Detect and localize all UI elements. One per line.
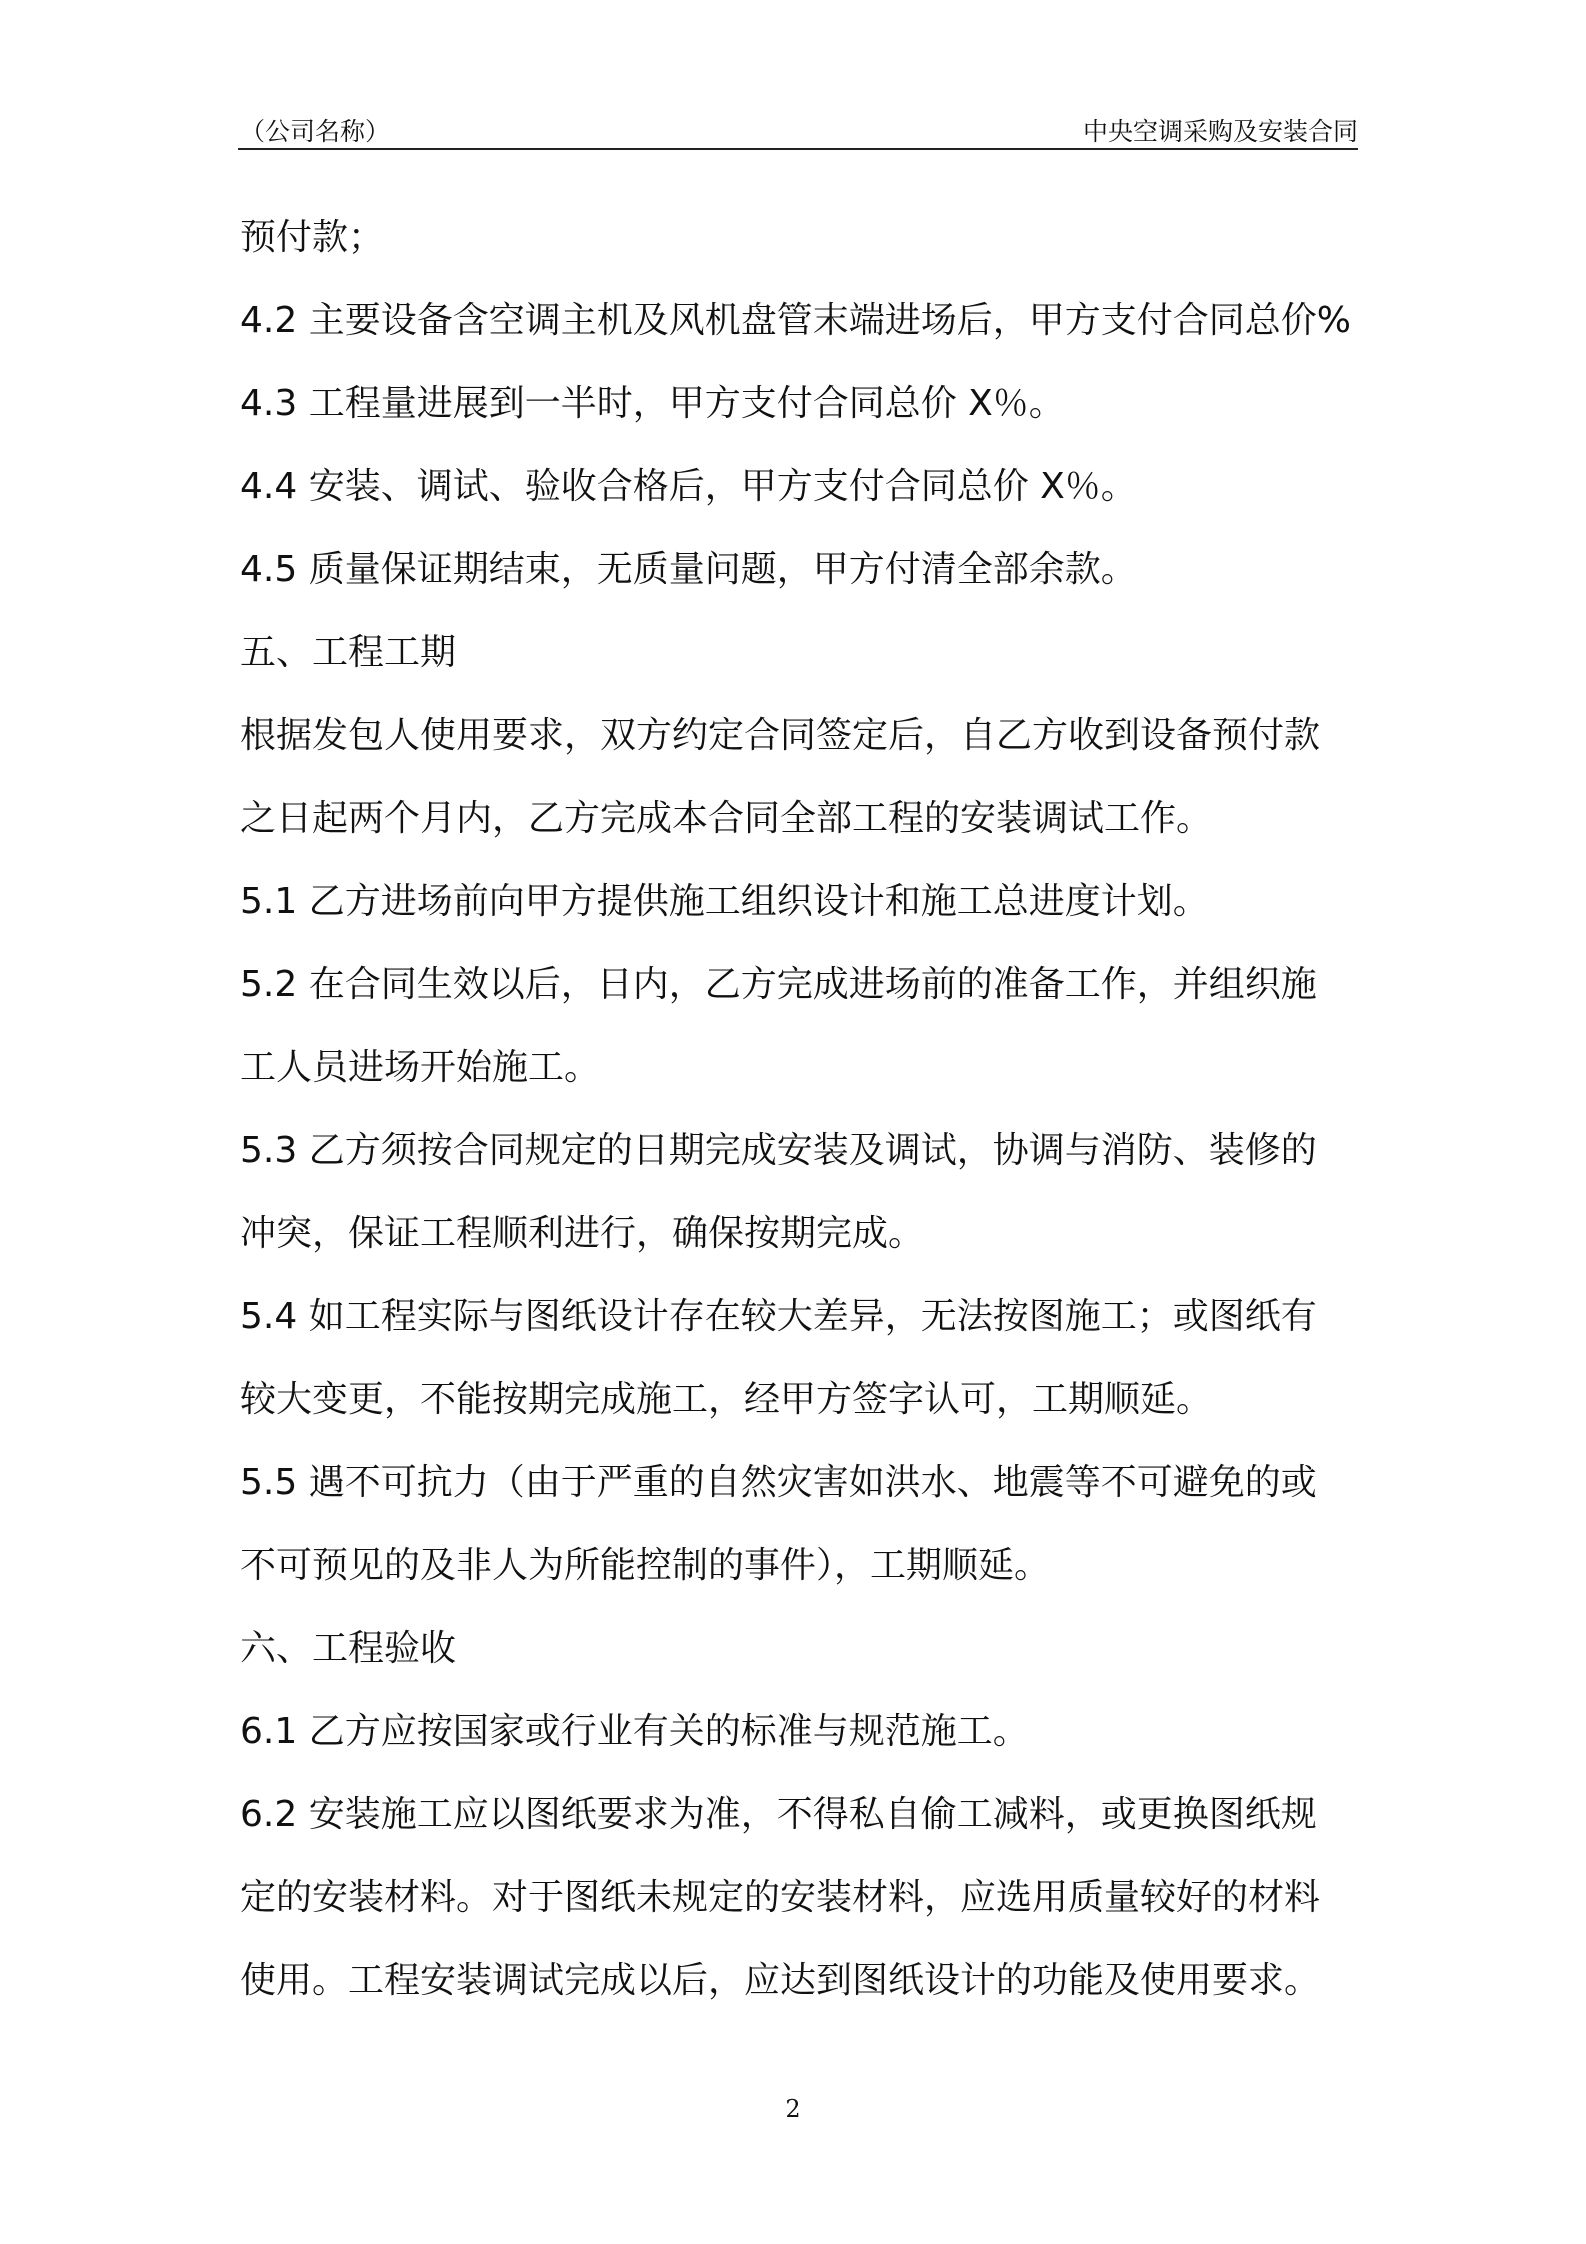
text-line: 4.2 主要设备含空调主机及风机盘管末端进场后，甲方支付合同总价% xyxy=(240,300,1351,341)
page-number: 2 xyxy=(785,2095,801,2123)
document-title: 中央空调采购及安装合同 xyxy=(1082,117,1358,146)
company-name: （公司名称） xyxy=(240,117,391,146)
text-line: 根据发包人使用要求，双方约定合同签定后，自乙方收到设备预付款 xyxy=(240,715,1321,756)
section-heading-schedule: 五、工程工期 xyxy=(240,632,457,673)
text-line: 使用。工程安装调试完成以后，应达到图纸设计的功能及使用要求。 xyxy=(240,1960,1321,2001)
text-line: 冲突，保证工程顺利进行，确保按期完成。 xyxy=(240,1213,925,1254)
text-line: 之日起两个月内，乙方完成本合同全部工程的安装调试工作。 xyxy=(240,798,1213,839)
text-line: 6.1 乙方应按国家或行业有关的标准与规范施工。 xyxy=(240,1711,1029,1752)
text-line: 5.1 乙方进场前向甲方提供施工组织设计和施工总进度计划。 xyxy=(240,881,1209,922)
text-line: 5.5 遇不可抗力（由于严重的自然灾害如洪水、地震等不可避免的或 xyxy=(240,1462,1317,1503)
section-heading-acceptance: 六、工程验收 xyxy=(240,1628,457,1669)
contract-body xyxy=(240,196,1390,2022)
text-line: 4.3 工程量进展到一半时，甲方支付合同总价 X％。 xyxy=(240,383,1065,424)
text-line: 4.5 质量保证期结束，无质量问题，甲方付清全部余款。 xyxy=(240,549,1137,590)
page-header xyxy=(238,108,1358,150)
text-line: 定的安装材料。对于图纸未规定的安装材料，应选用质量较好的材料 xyxy=(240,1877,1321,1918)
text-line: 5.3 乙方须按合同规定的日期完成安装及调试，协调与消防、装修的 xyxy=(240,1130,1317,1171)
text-line: 5.4 如工程实际与图纸设计存在较大差异，无法按图施工；或图纸有 xyxy=(240,1296,1317,1337)
text-line: 较大变更，不能按期完成施工，经甲方签字认可，工期顺延。 xyxy=(240,1379,1213,1420)
text-line: 预付款； xyxy=(240,217,385,258)
text-line: 不可预见的及非人为所能控制的事件），工期顺延。 xyxy=(240,1545,1051,1586)
text-line: 4.4 安装、调试、验收合格后，甲方支付合同总价 X％。 xyxy=(240,466,1137,507)
text-line: 工人员进场开始施工。 xyxy=(240,1047,601,1088)
text-line: 5.2 在合同生效以后，日内，乙方完成进场前的准备工作，并组织施 xyxy=(240,964,1317,1005)
text-line: 6.2 安装施工应以图纸要求为准，不得私自偷工减料，或更换图纸规 xyxy=(240,1794,1317,1835)
